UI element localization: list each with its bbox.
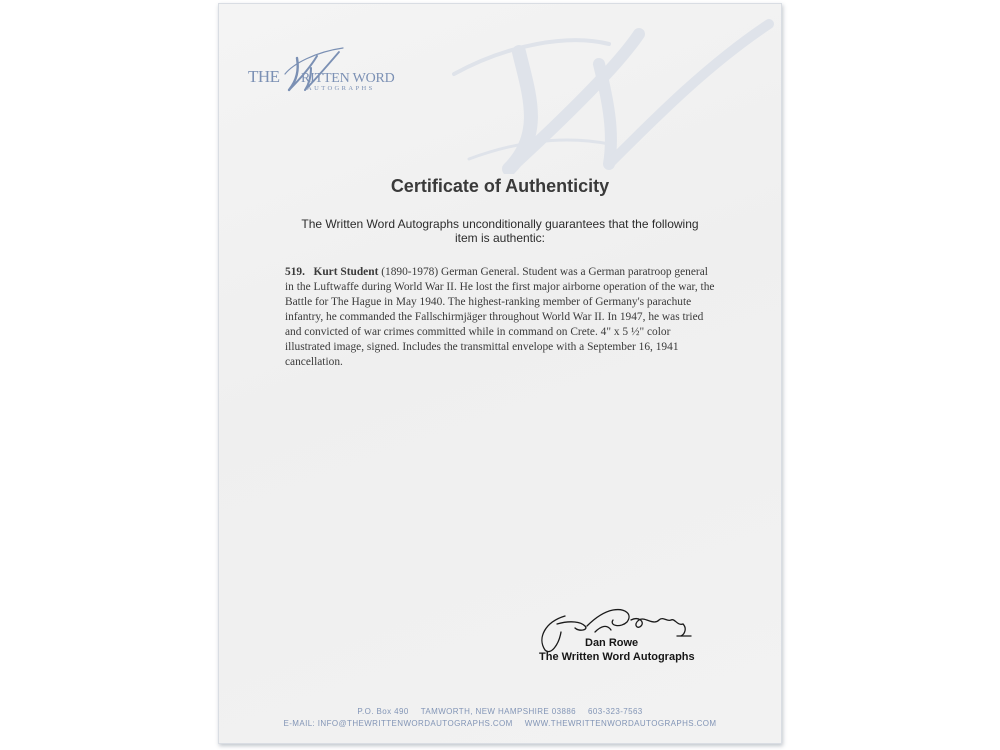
guarantee-statement: The Written Word Autographs unconditionally guarantees that the following item is authentic:	[301, 217, 699, 245]
footer-email: E-MAIL: INFO@THEWRITTENWORDAUTOGRAPHS.COM	[283, 719, 513, 728]
footer-website: WWW.THEWRITTENWORDAUTOGRAPHS.COM	[524, 719, 717, 728]
footer-address-line	[219, 706, 781, 718]
watermark-w-logo	[449, 4, 779, 174]
item-name: Kurt Student	[313, 266, 379, 278]
footer-contact	[219, 706, 781, 730]
signer-name: Dan Rowe	[585, 637, 639, 649]
footer-city: TAMWORTH, NEW HAMPSHIRE 03886	[420, 707, 577, 716]
company-logo	[245, 44, 395, 102]
footer-po-box: P.O. Box 490	[357, 707, 409, 716]
item-description-block	[285, 265, 717, 370]
logo-text-ritten-word: RITTEN WORD	[301, 71, 395, 86]
item-description: (1890-1978) German General. Student was a German paratroop general in the Luftwaffe during World War II. He lost the first major airborne operation of the war, the Battle for The Hague in May 1940. The highest-ranking member of Germany's parachute infantry, he commanded the Fallschirmjäger throughout World War II. In 1947, he was tried and convicted of war crimes committed while in command on Crete. 4" x 5 ½" color illustrated image, signed. Includes the transmittal envelope with a September 16, 1941 cancellation.	[285, 266, 715, 368]
footer-web-line	[219, 718, 781, 730]
signer-organization: The Written Word Autographs	[539, 651, 695, 663]
footer-phone: 603-323-7563	[588, 707, 643, 716]
certificate-title: Certificate of Authenticity	[390, 176, 610, 196]
certificate-sheet	[218, 3, 782, 744]
logo-text-the: THE	[248, 67, 280, 86]
signer-block	[539, 636, 695, 664]
logo-text-autographs: AUTOGRAPHS	[307, 85, 375, 92]
item-number: 519.	[285, 266, 305, 278]
